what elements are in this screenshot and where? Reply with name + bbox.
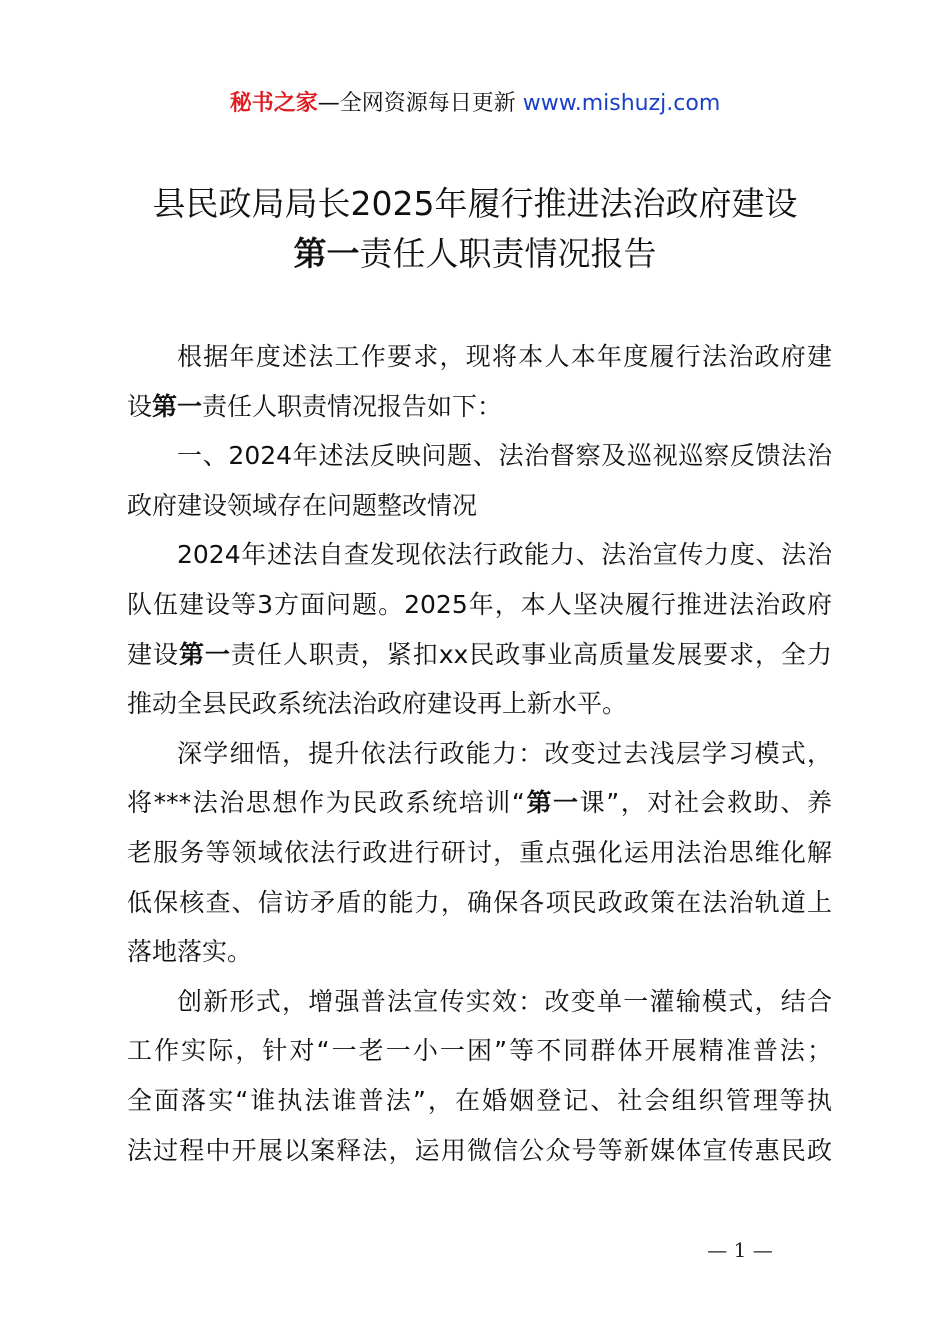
paragraph-4-line-4: 低保核查、信访矛盾的能力，确保各项民政政策在法治轨道上 <box>127 887 832 917</box>
paragraph-3-line-3 <box>127 630 832 680</box>
paragraph-3-line-2: 队伍建设等3方面问题。2025年，本人坚决履行推进法治政府 <box>127 589 832 619</box>
p4-l2-a: 将***法治思想作为民政系统培训“ <box>127 788 525 818</box>
paragraph-4-line-1: 深学细悟，提升依法行政能力：改变过去浅层学习模式， <box>177 738 832 768</box>
title-line-1: 县民政局局长2025年履行推进法治政府建设 <box>152 184 798 223</box>
paragraph-4-line-5: 落地落实。 <box>127 937 253 967</box>
paragraph-1-line-1: 根据年度述法工作要求，现将本人本年度履行法治政府建 <box>177 342 832 371</box>
p4-l2-bold: 第一 <box>524 788 580 818</box>
section-heading-line-2: 政府建设领域存在问题整改情况 <box>127 490 478 520</box>
section-heading-line-1: 一、2024年述法反映问题、法治督察及巡视巡察反馈法治 <box>177 441 832 471</box>
p1-l2-bold: 第一 <box>152 391 203 421</box>
paragraph-4-line-3: 老服务等领域依法行政进行研讨，重点强化运用法治思维化解 <box>127 837 832 867</box>
site-header <box>0 88 950 120</box>
title-line-2-rest: 责任人职责情况报告 <box>359 233 657 273</box>
p3-l3-c: 责任人职责，紧扣xx民政事业高质量发展要求，全力 <box>230 639 832 669</box>
page-number: — 1 — <box>707 1238 773 1262</box>
p1-l2-a: 设 <box>127 391 153 421</box>
brand-name: 秘书之家 <box>229 91 318 116</box>
site-url-link[interactable]: www.mishuzj.com <box>522 91 721 116</box>
paragraph-5-line-1: 创新形式，增强普法宣传实效：改变单一灌输模式，结合 <box>177 986 832 1016</box>
document-title <box>0 180 950 279</box>
p4-l2-c: 课”，对社会救助、养 <box>579 788 833 818</box>
paragraph-3-line-4: 推动全县民政系统法治政府建设再上新水平。 <box>127 689 628 719</box>
p1-l2-c: 责任人职责情况报告如下： <box>202 391 503 421</box>
paragraph-4-line-2 <box>127 778 832 828</box>
paragraph-5-line-3: 全面落实“谁执法谁普法”，在婚姻登记、社会组织管理等执 <box>127 1085 832 1115</box>
p3-l3-bold: 第一 <box>178 639 231 669</box>
document-body <box>127 332 832 1175</box>
paragraph-1-line-2 <box>127 382 832 432</box>
title-line-2 <box>0 230 950 280</box>
paragraph-5-line-4: 法过程中开展以案释法，运用微信公众号等新媒体宣传惠民政 <box>127 1135 832 1165</box>
paragraph-5-line-2: 工作实际，针对“一老一小一困”等不同群体开展精准普法； <box>127 1036 832 1066</box>
title-bold-text: 第一 <box>293 233 360 273</box>
header-tagline: —全网资源每日更新 <box>317 91 523 116</box>
paragraph-3-line-1: 2024年述法自查发现依法行政能力、法治宣传力度、法治 <box>177 540 832 570</box>
p3-l3-a: 建设 <box>127 639 179 669</box>
